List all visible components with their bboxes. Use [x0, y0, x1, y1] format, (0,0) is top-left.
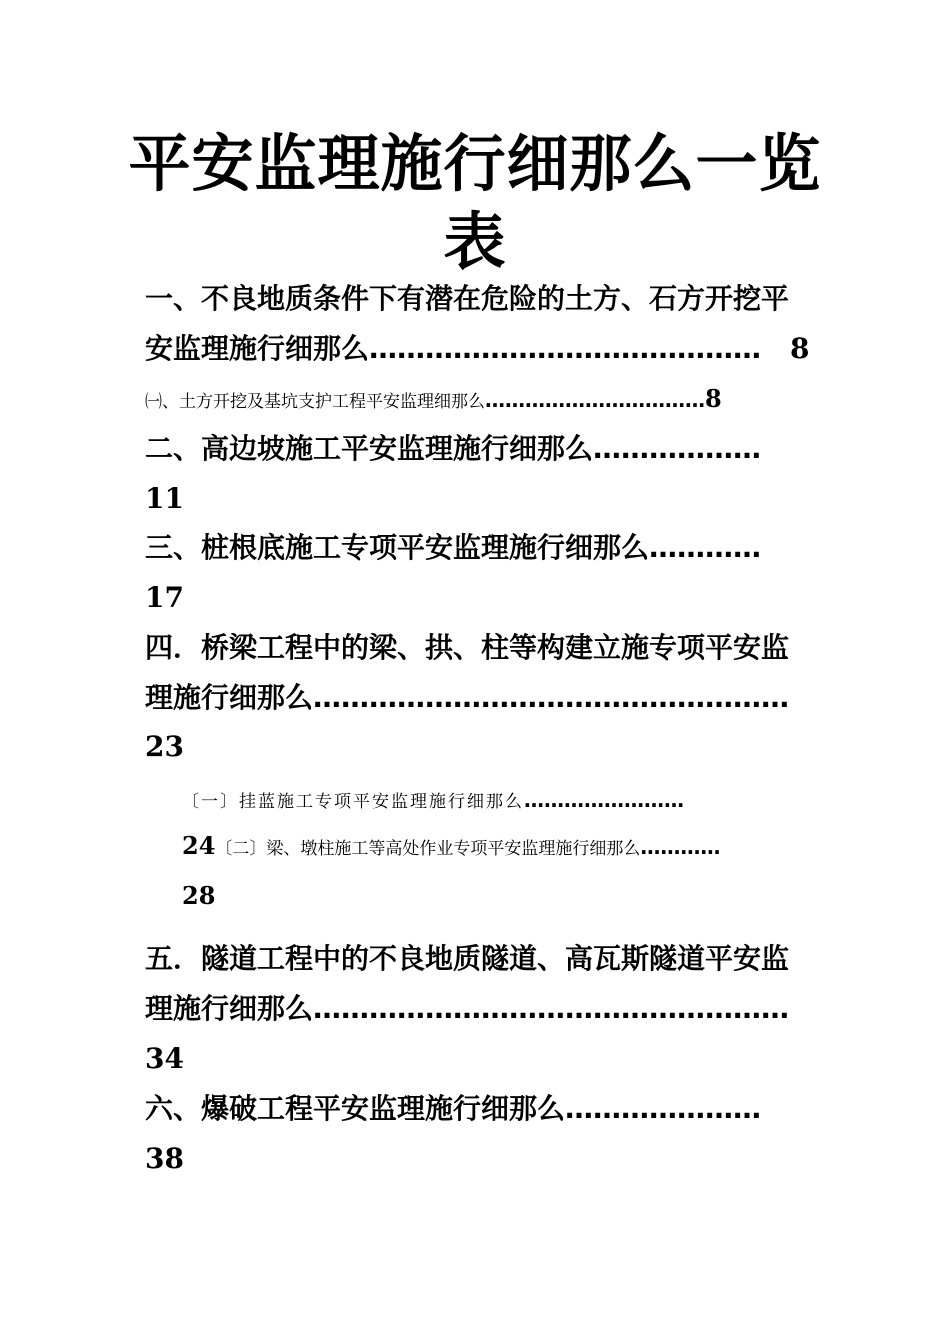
- toc-entry-5-page: 34: [145, 1042, 184, 1075]
- toc-entry-3-page-line: [145, 573, 807, 623]
- toc-entry-3-text: 三、桩根底施工专项平安监理施行细那么: [145, 531, 650, 564]
- toc-entry-4b-page-line: [182, 881, 215, 914]
- toc-entry-4b-text: 〔二〕梁、墩柱施工等高处作业专项平安监理施行细那么: [215, 839, 641, 859]
- toc-entry-6-dots: …………………: [565, 1092, 762, 1125]
- toc-entry-4-line2: [145, 673, 807, 723]
- toc-entry-4-page-line: [145, 722, 807, 772]
- toc-entry-5-page-line: [145, 1034, 807, 1084]
- toc-entry-3-dots: …………: [649, 531, 762, 564]
- toc-entry-5-dots: ……………………………………………: [313, 992, 790, 1025]
- toc-entry-4a-dots: ……………………: [524, 788, 684, 812]
- toc-entry-5-text: 理施行细那么: [145, 992, 314, 1025]
- toc-entry-1-page: 8: [790, 332, 810, 365]
- toc-entry-1a-text: ㈠、土方开挖及基坑支护工程平安监理细那么: [145, 392, 485, 412]
- toc-entry-1a-dots: ……………………………: [485, 388, 705, 412]
- toc-entry-1a: [145, 384, 807, 417]
- toc-entry-4-text: 理施行细那么: [145, 681, 314, 714]
- toc-entry-4-page: 23: [145, 730, 184, 763]
- toc-entry-4a-text: 〔一〕挂蓝施工专项平安监理施行细那么: [182, 792, 524, 812]
- toc-entry-4b: [182, 831, 807, 864]
- toc-entry-3-page: 17: [145, 581, 184, 614]
- toc-entry-1-dots: ……………………………………: [369, 332, 762, 365]
- toc-entry-4a: [182, 785, 807, 817]
- toc-entry-2-page: 11: [145, 482, 184, 515]
- toc-entry-5-line2: [145, 984, 807, 1034]
- toc-entry-1-text: 安监理施行细那么: [145, 332, 370, 365]
- toc-entry-4b-page: 28: [182, 881, 216, 910]
- toc-entry-2-page-line: [145, 474, 807, 524]
- toc-entry-2-dots: ………………: [593, 432, 762, 465]
- toc-entry-6-text: 六、爆破工程平安监理施行细那么: [145, 1092, 566, 1125]
- toc-entry-4b-dots: …………: [640, 835, 721, 859]
- toc-entry-4-line1: 四．桥梁工程中的梁、拱、柱等构建立施专项平安监: [145, 631, 790, 664]
- toc-entry-3: [145, 523, 807, 573]
- toc-entry-6-page-line: [145, 1134, 807, 1184]
- toc-entry-4-dots: ……………………………………………: [313, 681, 790, 714]
- toc-entry-6: [145, 1084, 807, 1134]
- document-title-line2: 表: [443, 205, 507, 278]
- toc-entry-1-line1: 一、不良地质条件下有潜在危险的土方、石方开挖平: [145, 282, 790, 315]
- toc-entry-2: [145, 424, 807, 474]
- toc-entry-4a-page: 24: [182, 831, 216, 860]
- document-title-line1: 平安监理施行细那么一览: [128, 127, 822, 200]
- toc-entry-6-page: 38: [145, 1142, 184, 1175]
- toc-entry-1a-page: 8: [705, 384, 722, 413]
- toc-entry-2-text: 二、高边坡施工平安监理施行细那么: [145, 432, 594, 465]
- toc-entry-1-line2: [145, 324, 810, 374]
- toc-entry-5-line1: 五．隧道工程中的不良地质隧道、高瓦斯隧道平安监: [145, 942, 790, 975]
